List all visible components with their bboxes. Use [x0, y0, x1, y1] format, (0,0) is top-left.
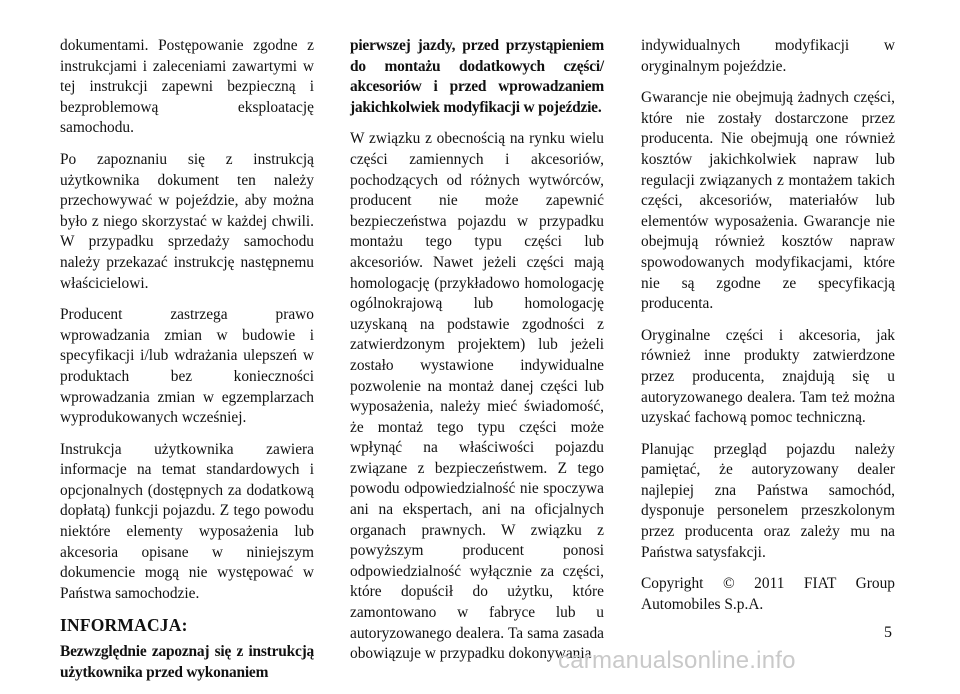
- paragraph: Producent zastrzega prawo wprowadzania zmian w budowie i specyfikacji i/lub wdrażania ulepszeń w produktach bez konieczności wprowadzania zmian w egzemplarzach wyprodukowanych wcześniej.: [60, 306, 314, 427]
- info-note-start: Bezwzględnie zapoznaj się z instrukcją użytkownika przed wykonaniem: [60, 643, 314, 681]
- paragraph: Oryginalne części i akcesoria, jak również inne produkty zatwierdzone przez producenta, znajdują się u autoryzowanego dealera. Tam też można uzyskać fachową pomoc techniczną.: [641, 326, 895, 427]
- paragraph: Planując przegląd pojazdu należy pamiętać, że autoryzowany dealer najlepiej zna Państwa samochód, dysponuje personelem przeszkolonym przez producenta oraz zależy mu na Państwa satysfakcji.: [641, 440, 895, 561]
- paragraph: Instrukcja użytkownika zawiera informacje na temat standardowych i opcjonalnych (dostępnych za dodatkową dopłatą) funkcji pojazdu. Z tego powodu niektóre elementy wyposażenia lub akcesoria opisane w niniejszym dokumencie mogą nie występować w Państwa samochodzie.: [60, 440, 314, 602]
- column-1: [60, 36, 314, 694]
- watermark: carmanualsonline.info: [558, 647, 796, 674]
- paragraph: Po zapoznaniu się z instrukcją użytkownika dokument ten należy przechowywać w pojeździe, aby można było z niego skorzystać w każdej chwili. W przypadku sprzedaży samochodu należy przekazać instrukcję następnemu właścicielowi.: [60, 150, 314, 292]
- info-heading: INFORMACJA:: [60, 615, 188, 636]
- column-3: [641, 36, 895, 626]
- paragraph: W związku z obecnością na rynku wielu części zamiennych i akcesoriów, pochodzących od różnych wytwórców, producent nie może zapewnić bezpieczeństwa pojazdu w przypadku montażu tego typu części lub akcesoriów. Nawet jeżeli części mają homologację (przykładowo homologację ogólnokrajową lub homologację uzyskaną na podstawie zgodności z zatwierdzonym projektem) lub jeżeli zostało wystawione indywidualne pozwolenie na montaż danej części lub wyposażenia, należy mieć świadomość, że montaż tego typu części może wpłynąć na właściwości pojazdu związane z bezpieczeństwem. Z tego powodu odpowiedzialność nie spoczywa ani na ekspertach, ani na oficjalnych organach prawnych. W związku z powyższym producent ponosi odpowiedzialność wyłącznie za części, które dopuścił do użytku, które zamontowano w fabryce lub u autoryzowanego dealera. Ta sama zasada obowiązuje w przypadku dokonywania: [350, 130, 604, 663]
- info-note-continued: pierwszej jazdy, przed przystąpieniem do montażu dodatkowych części/ akcesoriów i przed wprowadzaniem jakichkolwiek modyfikacji w pojeździe.: [350, 37, 604, 116]
- paragraph: indywidualnych modyfikacji w oryginalnym pojeździe.: [641, 37, 895, 75]
- copyright-notice: Copyright © 2011 FIAT Group Automobiles S.p.A.: [641, 575, 895, 613]
- column-2: [350, 36, 604, 676]
- paragraph: Gwarancje nie obejmują żadnych części, które nie zostały dostarczone przez producenta. Nie obejmują one również kosztów jakichkolwiek napraw lub regulacji związanych z montażem takich części, akcesoriów, materiałów lub elementów wyposażenia. Gwarancje nie obejmują również kosztów napraw spowodowanych modyfikacjami, które nie są zgodne ze specyfikacją producenta.: [641, 89, 895, 313]
- page-number: 5: [884, 624, 892, 641]
- paragraph: dokumentami. Postępowanie zgodne z instrukcjami i zaleceniami zawartymi w tej instrukcji zapewni bezpieczną i bezproblemową eksploatację samochodu.: [60, 37, 314, 137]
